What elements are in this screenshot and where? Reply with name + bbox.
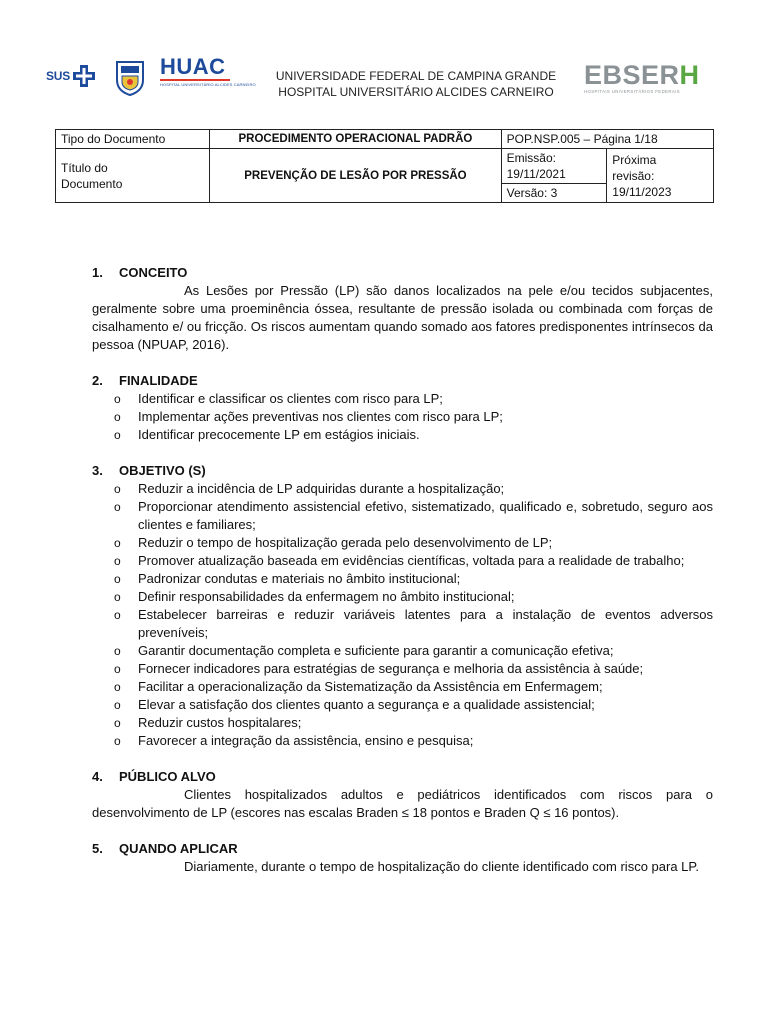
ufcg-crest-icon [114, 58, 146, 96]
bullet-icon: o [114, 644, 121, 658]
ebserh-logo-subtitle: HOSPITAIS UNIVERSITÁRIOS FEDERAIS [584, 89, 680, 94]
list-item-text: Elevar a satisfação dos clientes quanto a segurança e a qualidade assistencial; [138, 697, 595, 712]
section-title: OBJETIVO (S) [119, 463, 206, 478]
section-number: 5. [92, 841, 103, 856]
list-item-text: Proporcionar atendimento assistencial efetivo, sistematizado, qualificado e, sobretudo, seguro aos clientes e familiares; [138, 499, 713, 532]
proxima-label-1: Próxima [612, 152, 657, 167]
bullet-icon: o [114, 680, 121, 694]
versao: Versão: 3 [501, 184, 607, 203]
bullet-icon: o [114, 392, 121, 406]
list-item [92, 408, 713, 426]
section-quando-aplicar [92, 840, 713, 876]
list-item-text: Garantir documentação completa e suficiente para garantir a comunicação efetiva; [138, 643, 614, 658]
section-heading [92, 264, 713, 282]
section-conceito [92, 264, 713, 354]
section-title: QUANDO APLICAR [119, 841, 238, 856]
bullet-list [92, 390, 713, 444]
section-number: 3. [92, 463, 103, 478]
sus-cross-icon [72, 64, 96, 88]
bullet-list [92, 480, 713, 750]
section-title: CONCEITO [119, 265, 188, 280]
section-number: 1. [92, 265, 103, 280]
section-finalidade [92, 372, 713, 444]
table-row [56, 130, 714, 149]
section-heading [92, 768, 713, 786]
sus-logo-text: SUS [46, 69, 71, 83]
proxima-date: 19/11/2023 [612, 184, 672, 199]
tipo-label: Tipo do Documento [56, 130, 210, 149]
section-number: 4. [92, 769, 103, 784]
section-objetivos [92, 462, 713, 750]
institution-line-1: UNIVERSIDADE FEDERAL DE CAMPINA GRANDE [275, 69, 557, 83]
list-item-text: Reduzir o tempo de hospitalização gerada pelo desenvolvimento de LP; [138, 535, 553, 550]
list-item [92, 480, 713, 498]
ebserh-logo-h: H [679, 60, 700, 90]
emissao-cell [501, 149, 607, 184]
bullet-icon: o [114, 698, 121, 712]
tipo-value: PROCEDIMENTO OPERACIONAL PADRÃO [210, 130, 501, 149]
bullet-icon: o [114, 716, 121, 730]
list-item [92, 390, 713, 408]
document-body [92, 264, 713, 894]
list-item [92, 534, 713, 552]
list-item [92, 642, 713, 660]
institution-name [230, 68, 602, 100]
section-paragraph: Clientes hospitalizados adultos e pediátricos identificados com riscos para o desenvolvimento de LP (escores nas escalas Braden ≤ 18 pontos e Braden Q ≤ 16 pontos). [92, 787, 713, 820]
list-item [92, 714, 713, 732]
list-item-text: Padronizar condutas e materiais no âmbito institucional; [138, 571, 461, 586]
bullet-icon: o [114, 428, 121, 442]
proxima-label-2: revisão: [612, 168, 655, 183]
section-heading [92, 840, 713, 858]
section-publico-alvo [92, 768, 713, 822]
list-item-text: Reduzir a incidência de LP adquiridas durante a hospitalização; [138, 481, 505, 496]
bullet-icon: o [114, 500, 121, 514]
bullet-icon: o [114, 734, 121, 748]
list-item [92, 570, 713, 588]
document-info-table [55, 129, 714, 203]
ebserh-logo-text [584, 62, 700, 89]
code-page: POP.NSP.005 – Página 1/18 [501, 130, 713, 149]
proxima-revisao-cell [607, 149, 714, 203]
titulo-label-line-1: Título do [61, 160, 108, 175]
section-title: PÚBLICO ALVO [119, 769, 216, 784]
list-item-text: Identificar e classificar os clientes com risco para LP; [138, 391, 443, 406]
titulo-value: PREVENÇÃO DE LESÃO POR PRESSÃO [210, 149, 501, 203]
document-header [0, 54, 768, 104]
ebserh-logo [584, 62, 700, 94]
ebserh-logo-main: EBSER [584, 60, 680, 90]
list-item-text: Promover atualização baseada em evidências científicas, voltada para a realidade de trabalho; [138, 553, 685, 568]
list-item-text: Facilitar a operacionalização da Sistematização da Assistência em Enfermagem; [138, 679, 603, 694]
titulo-label-line-2: Documento [61, 176, 123, 191]
section-heading [92, 462, 713, 480]
bullet-icon: o [114, 410, 121, 424]
list-item-text: Identificar precocemente LP em estágios iniciais. [138, 427, 420, 442]
section-heading [92, 372, 713, 390]
emissao-label: Emissão: [506, 151, 556, 165]
section-number: 2. [92, 373, 103, 388]
list-item-text: Estabelecer barreiras e reduzir variáveis latentes para a instalação de eventos adversos preveníveis; [138, 607, 713, 640]
list-item [92, 606, 713, 642]
section-title: FINALIDADE [119, 373, 198, 388]
institution-line-2: HOSPITAL UNIVERSITÁRIO ALCIDES CARNEIRO [278, 85, 554, 99]
sus-logo [46, 64, 96, 88]
list-item-text: Definir responsabilidades da enfermagem no âmbito institucional; [138, 589, 515, 604]
ufcg-crest-logo [114, 58, 146, 101]
list-item-text: Favorecer a integração da assistência, ensino e pesquisa; [138, 733, 474, 748]
list-item [92, 588, 713, 606]
list-item [92, 732, 713, 750]
huac-logo-bar [160, 79, 230, 81]
huac-logo-subtitle: HOSPITAL UNIVERSITÁRIO ALCIDES CARNEIRO [160, 82, 256, 87]
bullet-icon: o [114, 662, 121, 676]
bullet-icon: o [114, 482, 121, 496]
bullet-icon: o [114, 554, 121, 568]
huac-logo-text: HUAC [160, 54, 226, 79]
list-item-text: Fornecer indicadores para estratégias de segurança e melhoria da assistência à saúde; [138, 661, 644, 676]
list-item [92, 552, 713, 570]
list-item [92, 498, 713, 534]
bullet-icon: o [114, 536, 121, 550]
list-item [92, 426, 713, 444]
bullet-icon: o [114, 590, 121, 604]
list-item-text: Reduzir custos hospitalares; [138, 715, 302, 730]
list-item [92, 660, 713, 678]
list-item [92, 678, 713, 696]
titulo-label [56, 149, 210, 203]
table-row [56, 149, 714, 184]
list-item [92, 696, 713, 714]
section-paragraph: As Lesões por Pressão (LP) são danos localizados na pele e/ou tecidos subjacentes, geralmente sobre uma proeminência óssea, resultante de pressão isolada ou combinada com forças de cisalhamento e/ ou fricção. Os riscos aumentam quando somado aos fatores predisponentes intrínsecos da pessoa (NPUAP, 2016). [92, 283, 713, 352]
list-item-text: Implementar ações preventivas nos clientes com risco para LP; [138, 409, 503, 424]
emissao-date: 19/11/2021 [506, 167, 566, 181]
section-paragraph: Diariamente, durante o tempo de hospitalização do cliente identificado com risco para LP. [184, 859, 700, 874]
bullet-icon: o [114, 572, 121, 586]
bullet-icon: o [114, 608, 121, 622]
